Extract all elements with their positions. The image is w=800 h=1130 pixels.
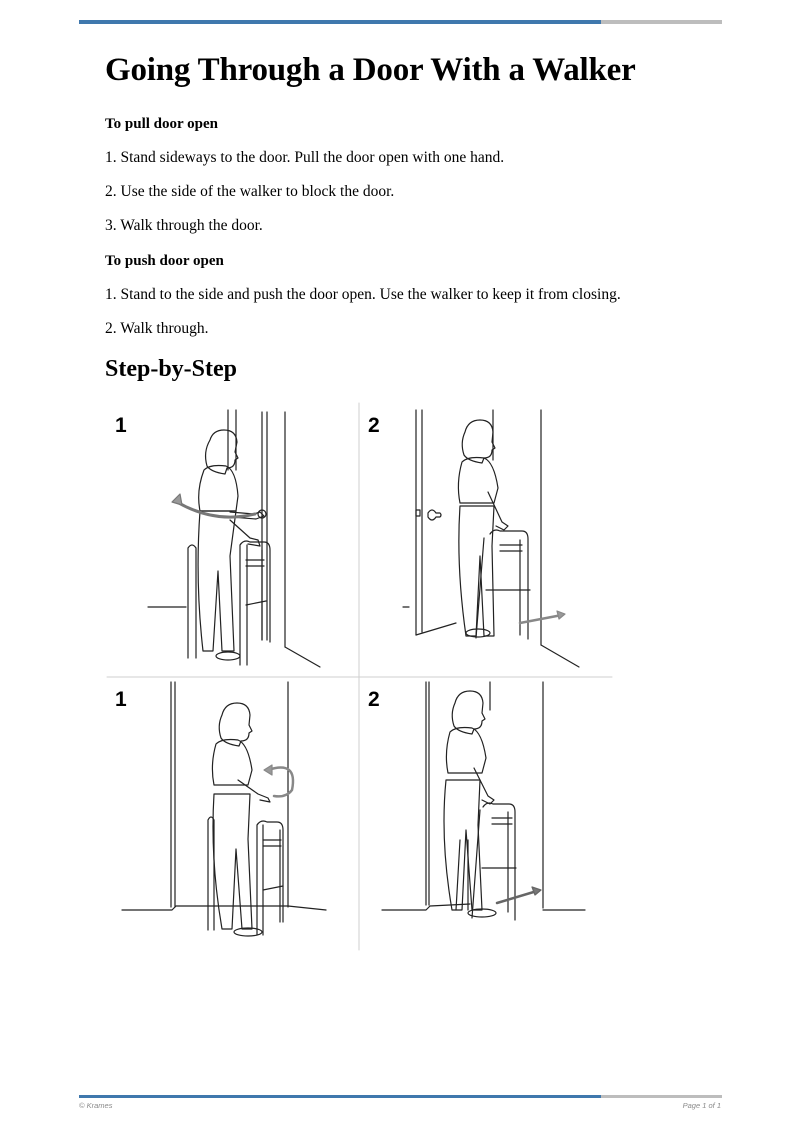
footer-copyright: © Krames bbox=[79, 1101, 113, 1110]
panel-3-illustration bbox=[122, 682, 326, 936]
panel-2-number: 2 bbox=[368, 414, 380, 437]
panel-2-illustration bbox=[403, 410, 579, 667]
panel-dividers bbox=[107, 403, 612, 950]
panel-3-number: 1 bbox=[115, 688, 127, 711]
pull-step-2: 2. Use the side of the walker to block the door. bbox=[105, 183, 395, 200]
panel-4-number: 2 bbox=[368, 688, 380, 711]
footer-page-number: Page 1 of 1 bbox=[682, 1101, 721, 1110]
pull-step-3: 3. Walk through the door. bbox=[105, 217, 263, 234]
accent-bar-grey bbox=[601, 20, 722, 24]
footer-bar-grey bbox=[601, 1095, 722, 1098]
section-heading-push: To push door open bbox=[105, 253, 224, 269]
pull-step-1: 1. Stand sideways to the door. Pull the door open with one hand. bbox=[105, 149, 505, 166]
push-step-2: 2. Walk through. bbox=[105, 320, 209, 337]
footer-bar-blue bbox=[79, 1095, 601, 1098]
push-step-1: 1. Stand to the side and push the door open. Use the walker to keep it from closing. bbox=[105, 286, 621, 303]
panel-1-number: 1 bbox=[115, 414, 127, 437]
accent-bar-blue bbox=[79, 20, 601, 24]
footer-accent-bar bbox=[79, 1095, 722, 1098]
panel-4-illustration bbox=[382, 682, 585, 920]
header-accent-bar bbox=[79, 20, 722, 24]
page-title: Going Through a Door With a Walker bbox=[105, 52, 636, 88]
step-by-step-heading: Step-by-Step bbox=[105, 356, 238, 382]
panel-1-illustration bbox=[148, 410, 320, 667]
section-heading-pull: To pull door open bbox=[105, 116, 218, 132]
